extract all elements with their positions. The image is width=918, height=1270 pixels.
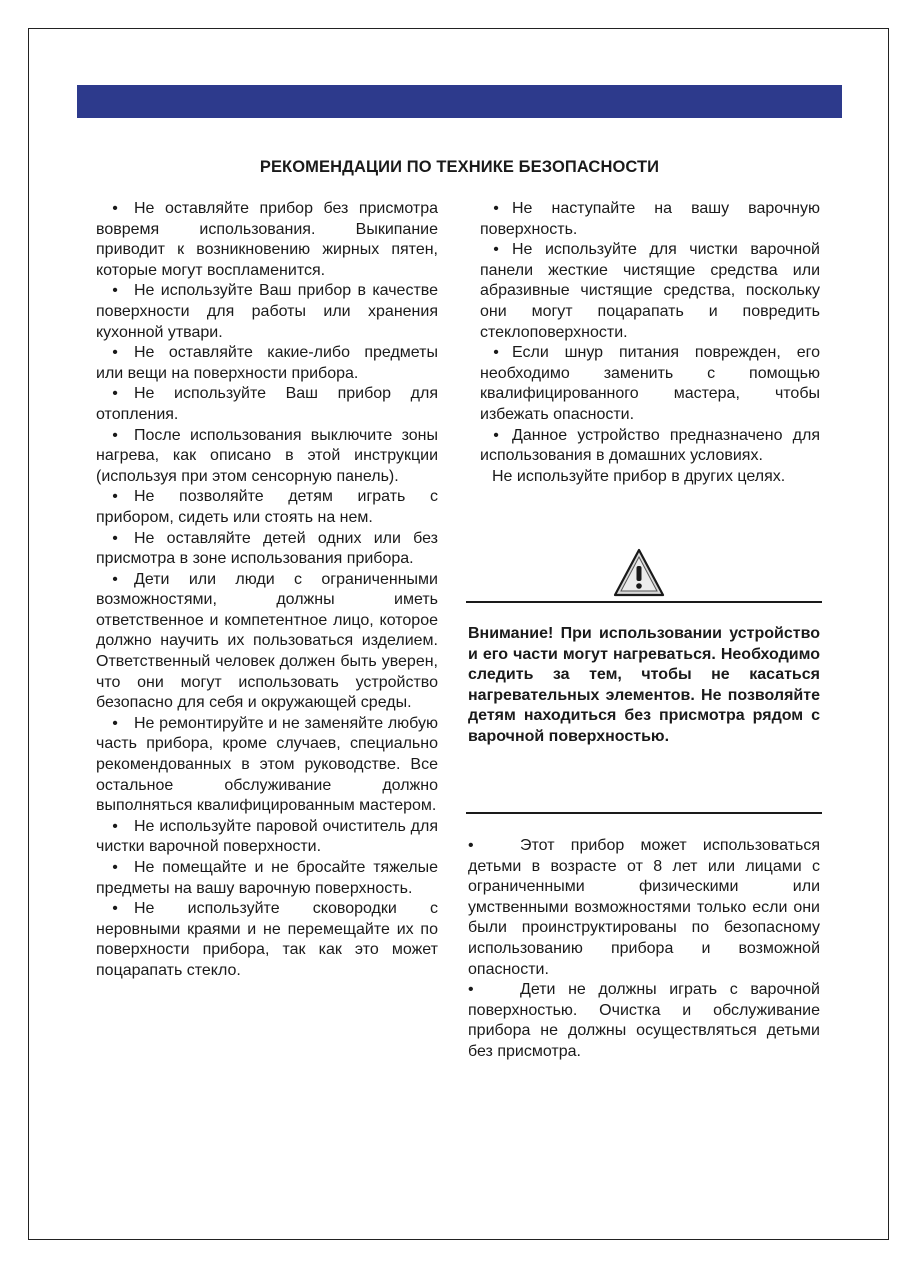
list-item bbox=[96, 384, 438, 425]
list-item bbox=[96, 817, 438, 858]
bullet: • bbox=[112, 488, 118, 506]
bullet: • bbox=[112, 200, 118, 217]
header-banner bbox=[77, 85, 842, 118]
list-item bbox=[96, 570, 438, 714]
bullet: • bbox=[112, 529, 118, 547]
warning-text: Внимание! При использовании устройство и его части могут нагреваться. Необходимо следить за тем, чтобы не касаться нагревательных элементов. Не позволяйте детям находиться без присмотра рядом с варочной поверхностью. bbox=[468, 625, 820, 745]
list-item-text: Не используйте сковородки с неровными краями и не перемещайте их по поверхности прибора, так как это может поцарапать стекло. bbox=[96, 900, 438, 979]
bullet: • bbox=[493, 426, 499, 444]
list-item-text: Не используйте Ваш прибор в качестве поверхности для работы или хранения кухонной утвари. bbox=[96, 282, 438, 341]
warning-triangle-icon bbox=[612, 547, 666, 599]
list-item-text: Не оставляйте детей одних или без присмотра в зоне использования прибора. bbox=[96, 529, 438, 568]
list-item-text: Не используйте для чистки варочной панели жесткие чистящие средства или абразивные чистящие средства, поскольку они могут поцарапать и повредить стеклоповерхности. bbox=[480, 241, 820, 341]
list-item-text: Этот прибор может использоваться детьми в возрасте от 8 лет или лицами с ограниченными физическими или умственными возможностями только если они были проинструктированы по безопасному использованию прибора и возможной опасности. bbox=[468, 837, 820, 978]
left-column bbox=[96, 199, 438, 982]
list-item-text: Дети не должны играть с варочной поверхностью. Очистка и обслуживание прибора не должны осуществляться детьми без присмотра. bbox=[468, 981, 820, 1060]
bullet: • bbox=[468, 981, 474, 999]
list-item-text: Не позволяйте детям играть с прибором, сидеть или стоять на нем. bbox=[96, 488, 438, 526]
list-item-text: Не помещайте и не бросайте тяжелые предметы на вашу варочную поверхность. bbox=[96, 859, 438, 897]
list-item bbox=[480, 240, 820, 343]
list-item-text: Не ремонтируйте и не заменяйте любую часть прибора, кроме случаев, специально рекомендованных в этом руководстве. Все остальное обслуживание должно выполняться квалифицированным мастером. bbox=[96, 714, 438, 815]
list-item-text: Если шнур питания поврежден, его необходимо заменить с помощью квалифицированного мастера, чтобы избежать опасности. bbox=[480, 344, 820, 423]
list-item bbox=[96, 529, 438, 570]
list-item bbox=[480, 426, 820, 467]
list-item-text: После использования выключите зоны нагрева, как описано в этой инструкции (используя при этом сенсорную панель). bbox=[96, 426, 438, 485]
bullet: • bbox=[112, 817, 118, 835]
list-item-text: Дети или люди с ограниченными возможностями, должны иметь ответственное и компетентное лицо, которое должно научить их пользоваться изделием. Ответственный человек должен быть уверен, что они могут использовать устройство безопасно для себя и окружающей среды. bbox=[96, 570, 438, 712]
list-item-text: Не оставляйте какие-либо предметы или вещи на поверхности прибора. bbox=[96, 344, 438, 382]
bullet: • bbox=[112, 282, 118, 300]
bullet: • bbox=[112, 900, 118, 918]
divider bbox=[466, 601, 822, 603]
list-item bbox=[480, 199, 820, 240]
right-column bbox=[480, 199, 820, 487]
bullet: • bbox=[112, 714, 118, 732]
bullet: • bbox=[112, 385, 118, 403]
list-item bbox=[480, 343, 820, 425]
bullet: • bbox=[468, 837, 474, 854]
bullet: • bbox=[112, 344, 118, 362]
bullet: • bbox=[493, 241, 499, 259]
list-item bbox=[468, 980, 820, 1062]
paragraph-text: Не используйте прибор в других целях. bbox=[492, 467, 786, 485]
bullet: • bbox=[493, 200, 499, 217]
plain-paragraph bbox=[480, 467, 820, 488]
list-item bbox=[96, 426, 438, 488]
list-item-text: Не используйте паровой очиститель для чистки варочной поверхности. bbox=[96, 817, 438, 856]
list-item bbox=[96, 281, 438, 343]
list-item-text: Не наступайте на вашу варочную поверхность. bbox=[480, 200, 820, 238]
bullet: • bbox=[112, 426, 118, 444]
list-item bbox=[96, 487, 438, 528]
bottom-notes bbox=[468, 836, 820, 1063]
list-item bbox=[96, 858, 438, 899]
list-item bbox=[96, 343, 438, 384]
list-item bbox=[96, 199, 438, 281]
bullet: • bbox=[112, 570, 118, 588]
list-item bbox=[468, 836, 820, 980]
list-item bbox=[96, 714, 438, 817]
list-item bbox=[96, 899, 438, 981]
list-item-text: Данное устройство предназначено для использования в домашних условиях. bbox=[480, 426, 820, 465]
page-title: РЕКОМЕНДАЦИИ ПО ТЕХНИКЕ БЕЗОПАСНОСТИ bbox=[259, 158, 660, 176]
list-item-text: Не используйте Ваш прибор для отопления. bbox=[96, 385, 438, 423]
divider bbox=[466, 812, 822, 814]
bullet: • bbox=[493, 344, 499, 362]
bullet: • bbox=[112, 859, 118, 876]
list-item-text: Не оставляйте прибор без присмотра вовремя использования. Выкипание приводит к возникновению жирных пятен, которые могут воспламенится. bbox=[96, 200, 438, 279]
